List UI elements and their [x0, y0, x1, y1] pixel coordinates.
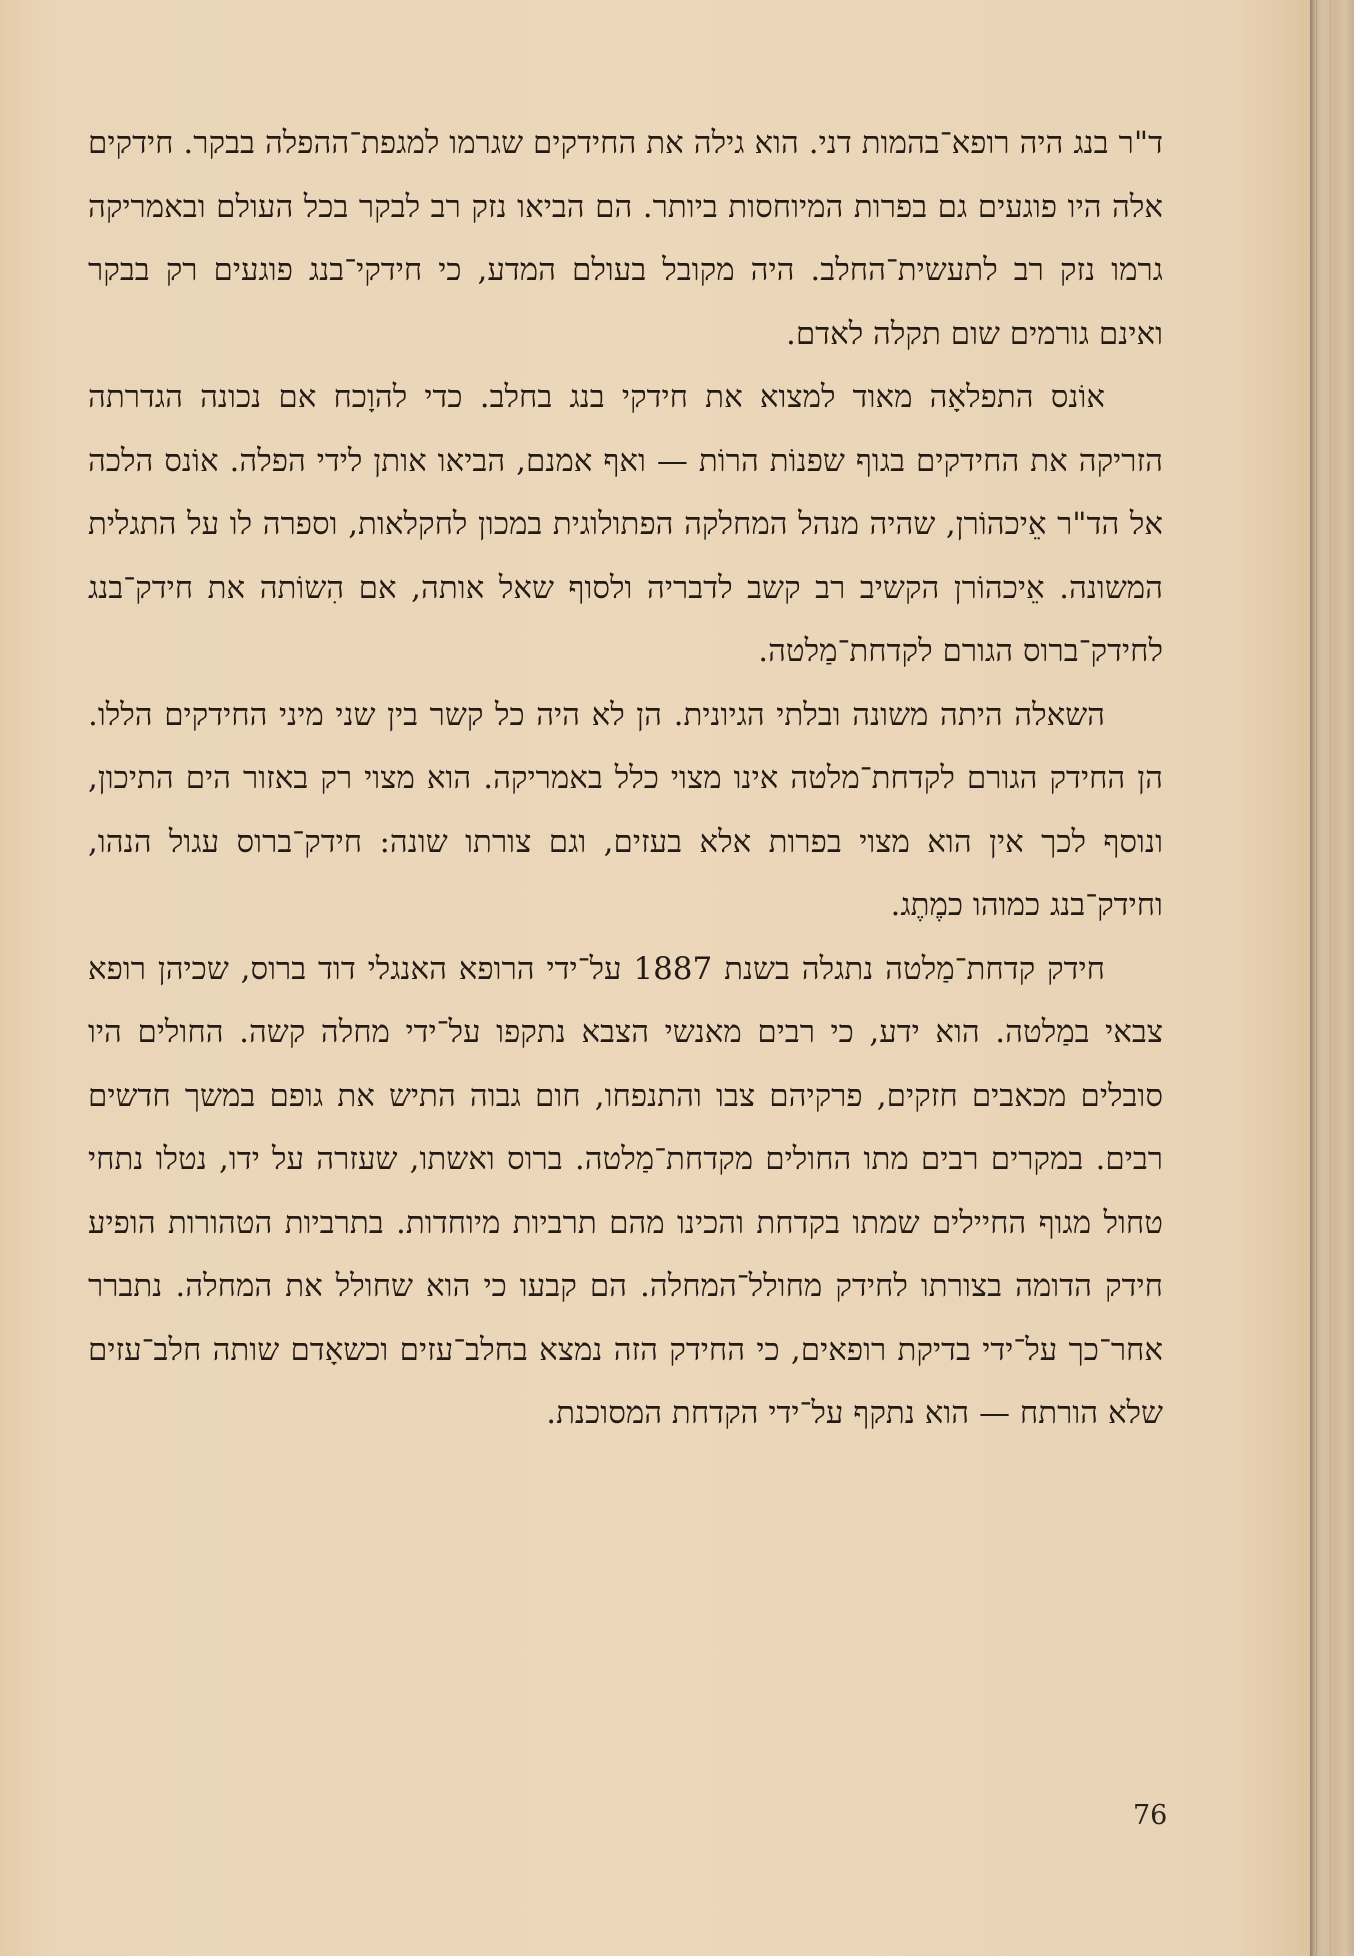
paragraph-3: השאלה היתה משונה ובלתי הגיונית. הן לא היה כל קשר בין שני מיני החידקים הללו. הן החידק הגורם לקדחת־מלטה אינו מצוי כלל באמריקה. הוא מצוי רק באזור הים התיכון, ונוסף לכך אין הוא מצוי בפרות אלא בעזים, וגם צורתו שונה: חידק־ברוס עגול הנהו, וחידק־בנג כמוהו כמֶתֶג. [88, 696, 1163, 923]
paragraph-1: ד"ר בנג היה רופא־בהמות דני. הוא גילה את החידקים שגרמו למגפת־ההפלה בבקר. חידקים אלה היו פוגעים גם בפרות המיוחסות ביותר. הם הביאו נזק רב לבקר בכל העולם ובאמריקה גרמו נזק רב לתעשית־החלב. היה מקובל בעולם המדע, כי חידקי־בנג פוגעים רק בבקר ואינם גורמים שום תקלה לאדם. [88, 125, 1163, 352]
paragraph-2: אוֹנס התפלאָה מאוד למצוא את חידקי בנג בחלב. כדי להוָכח אם נכונה הגדרתה הזריקה את החידקים בגוף שפנוֹת הרוֹת — ואף אמנם, הביאו אותן לידי הפלה. אוֹנס הלכה אל הד"ר אֵיכהוֹרן, שהיה מנהל המחלקה הפתולוגית במכון לחקלאות, וספרה לו על התגלית המשונה. אֵיכהוֹרן הקשיב רב קשב לדבריה ולסוף שאל אותה, אם הִשוֹתה את חידק־בנג לחידק־ברוס הגורם לקדחת־מַלטה. [88, 379, 1163, 669]
page-text [88, 112, 1163, 1446]
page-number: 76 [1133, 1800, 1168, 1831]
paragraph-4: חידק קדחת־מַלטה נתגלה בשנת 1887 על־ידי הרופא האנגלי דוד ברוס, שכיהן רופא צבאי במַלטה. הוא ידע, כי רבים מאנשי הצבא נתקפו על־ידי מחלה קשה. החולים היו סובלים מכאבים חזקים, פרקיהם צבו והתנפחו, חום גבוה התיש את גופם במשך חדשים רבים. במקרים רבים מתו החולים מקדחת־מַלטה. ברוס ואשתו, שעזרה על ידו, נטלו נתחי טחול מגוף החיילים שמתו בקדחת והכינו מהם תרביות מיוחדות. בתרביות הטהורות הופיע חידק הדומה בצורתו לחידק מחולל־המחלה. הם קבעו כי הוא שחולל את המחלה. נתברר אחר־כך על־ידי בדיקת רופאים, כי החידק הזה נמצא בחלב־עזים וכשאָדם שותה חלב־עזים שלא הורתח — הוא נתקף על־ידי הקדחת המסוכנת. [88, 950, 1163, 1431]
book-page-edge [1310, 0, 1354, 1956]
